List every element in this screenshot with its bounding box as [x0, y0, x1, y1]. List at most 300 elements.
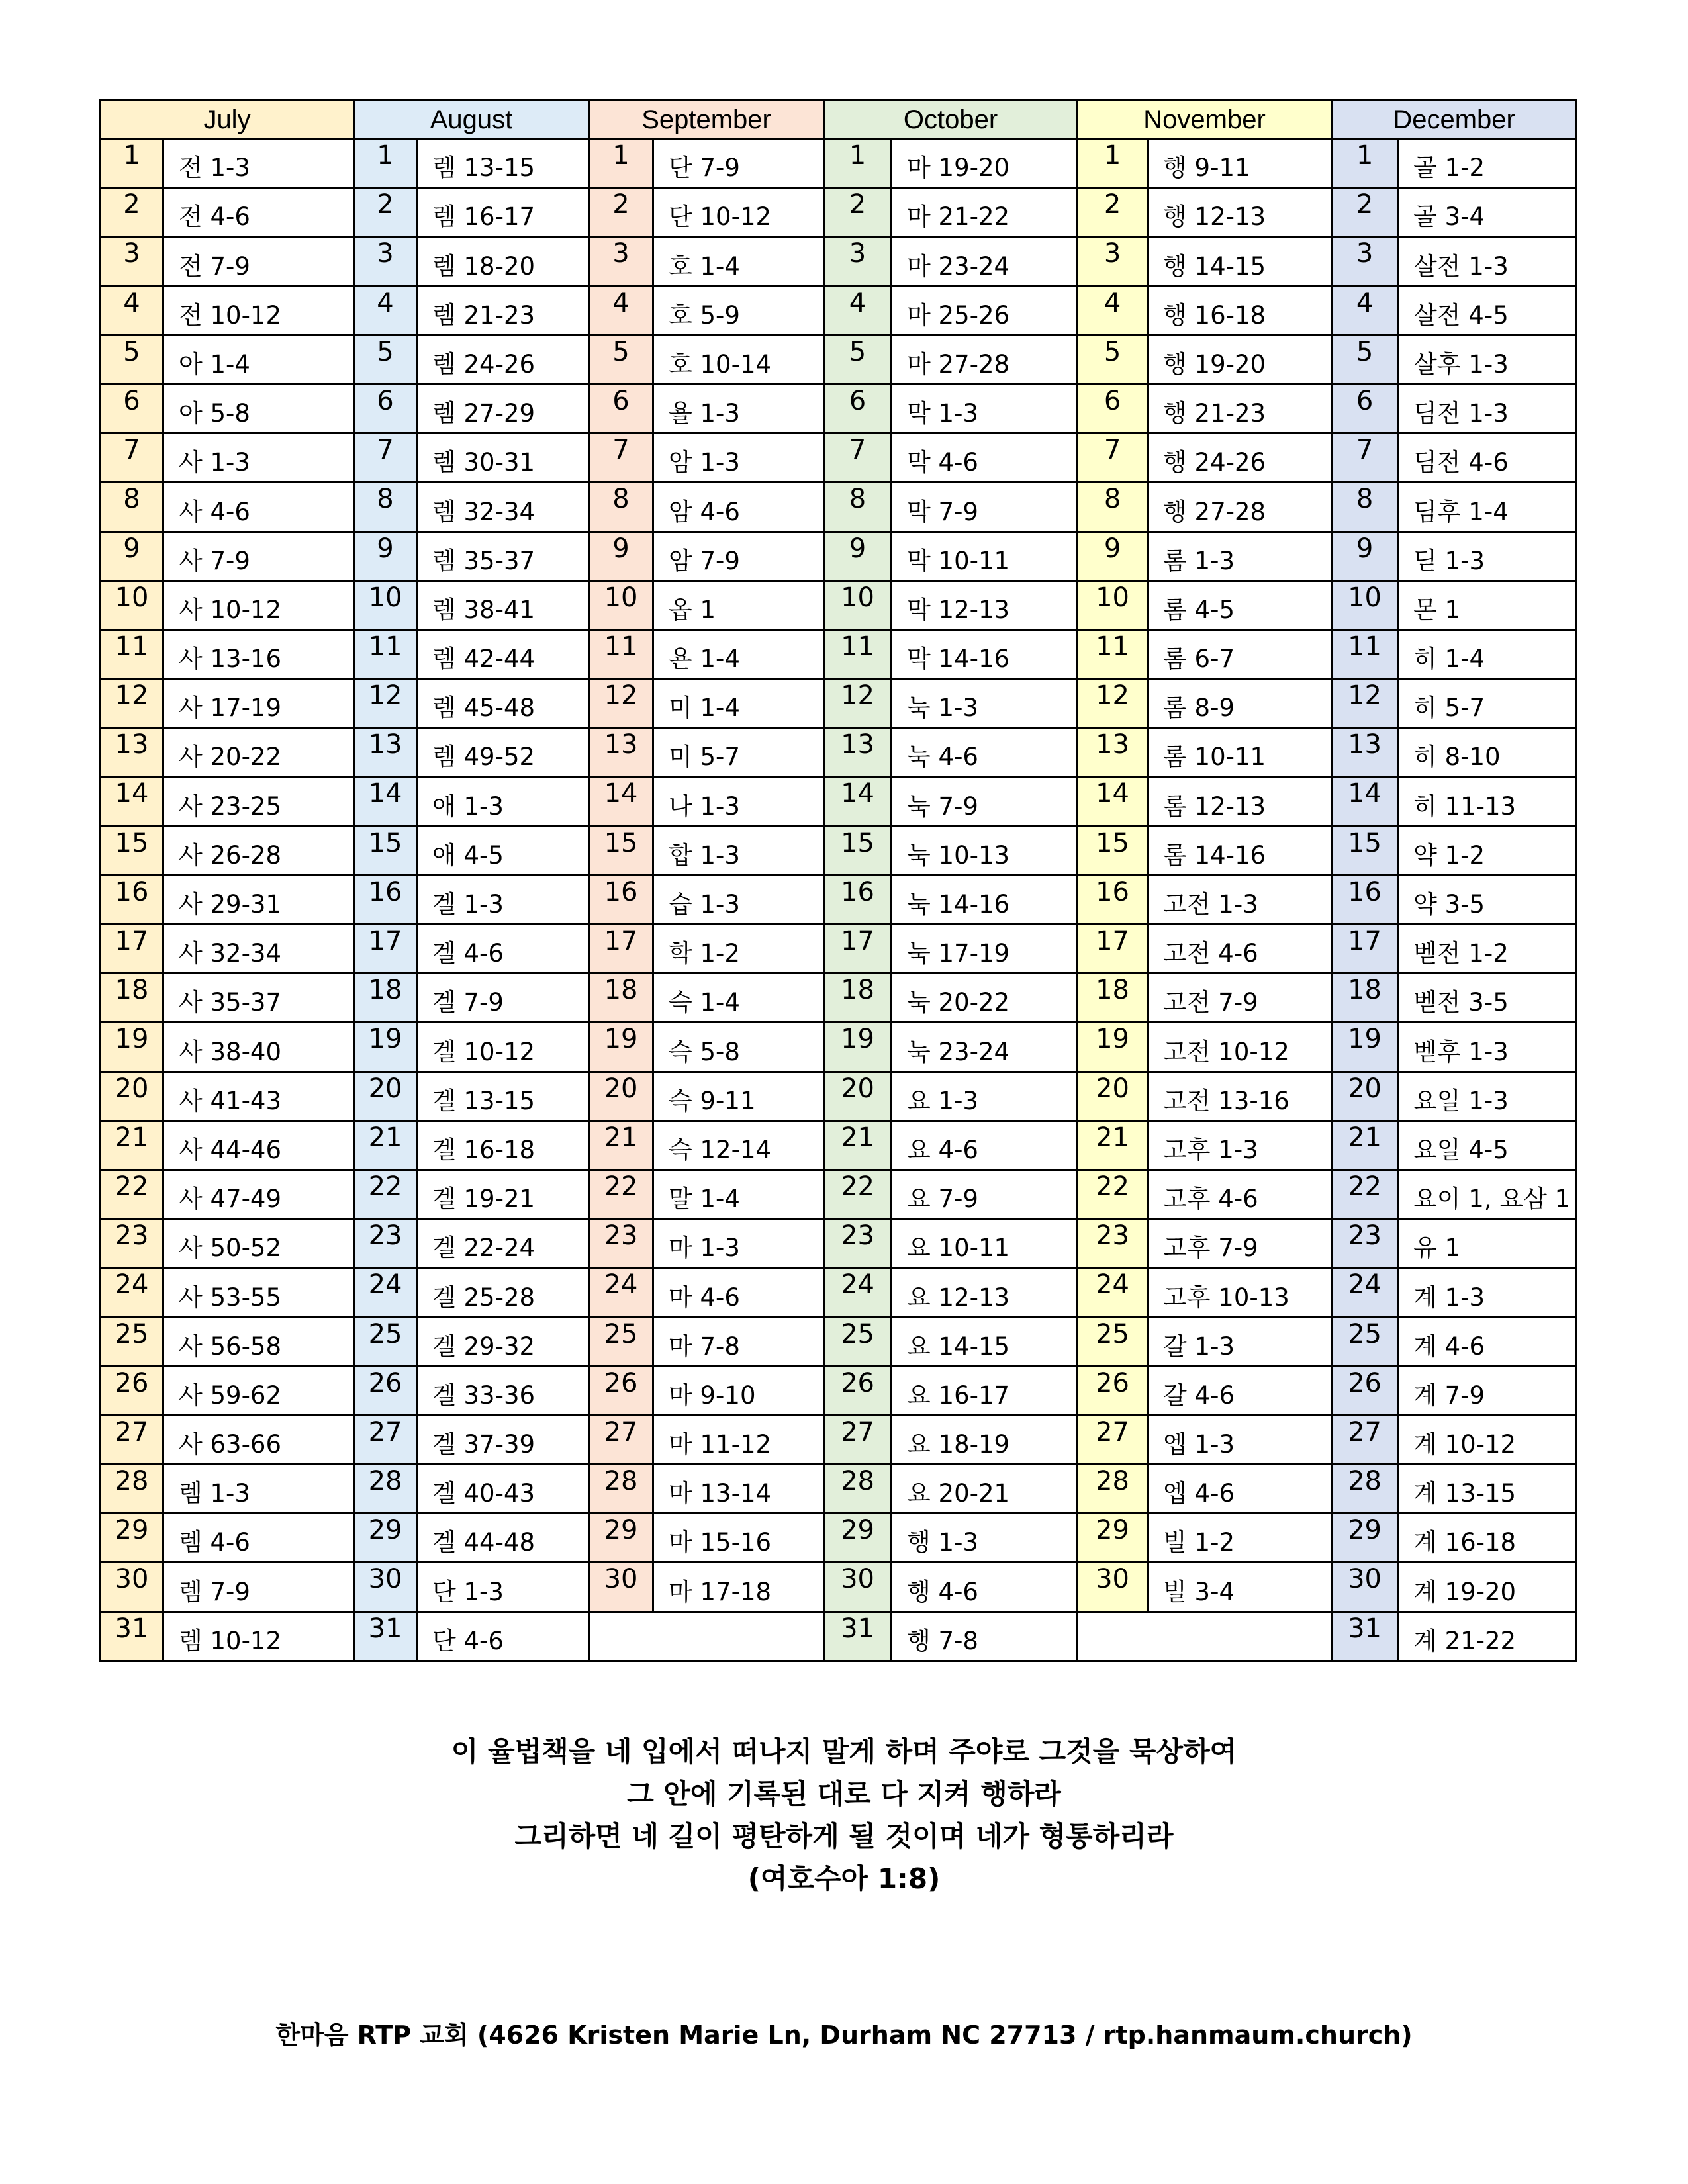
reading-cell: 애 1-3 [417, 777, 589, 826]
day-number: 22 [589, 1169, 653, 1218]
day-number: 1 [1078, 139, 1148, 188]
day-number: 18 [101, 974, 164, 1023]
day-number: 6 [589, 384, 653, 433]
reading-cell: 슥 1-4 [653, 974, 824, 1023]
day-number: 29 [354, 1514, 417, 1563]
day-number: 18 [1078, 974, 1148, 1023]
day-number: 3 [589, 237, 653, 286]
reading-cell: 사 35-37 [164, 974, 354, 1023]
day-number: 27 [824, 1415, 892, 1464]
reading-cell: 롬 6-7 [1148, 629, 1332, 678]
reading-cell: 렘 30-31 [417, 433, 589, 482]
day-number: 17 [589, 925, 653, 974]
day-number: 30 [354, 1563, 417, 1612]
reading-cell: 딤전 1-3 [1398, 384, 1577, 433]
reading-cell: 렘 27-29 [417, 384, 589, 433]
day-number: 1 [589, 139, 653, 188]
reading-cell: 살후 1-3 [1398, 335, 1577, 384]
reading-cell: 사 50-52 [164, 1219, 354, 1268]
reading-cell: 엡 4-6 [1148, 1465, 1332, 1514]
day-number: 13 [101, 728, 164, 777]
reading-cell: 사 56-58 [164, 1317, 354, 1366]
reading-cell: 롬 10-11 [1148, 728, 1332, 777]
day-number: 26 [101, 1366, 164, 1415]
reading-cell: 렘 1-3 [164, 1465, 354, 1514]
reading-cell: 요일 4-5 [1398, 1120, 1577, 1169]
reading-cell: 사 20-22 [164, 728, 354, 777]
day-row [101, 1465, 1577, 1514]
reading-cell: 마 9-10 [653, 1366, 824, 1415]
day-number: 27 [1332, 1415, 1398, 1464]
day-row [101, 580, 1577, 629]
reading-cell: 행 9-11 [1148, 139, 1332, 188]
reading-cell: 아 1-4 [164, 335, 354, 384]
reading-cell: 고전 4-6 [1148, 925, 1332, 974]
day-number: 29 [589, 1514, 653, 1563]
month-header-august: August [354, 101, 589, 139]
reading-cell: 고후 4-6 [1148, 1169, 1332, 1218]
day-row [101, 1317, 1577, 1366]
verse-line: 그리하면 네 길이 평탄하게 될 것이며 네가 형통하리라 [514, 1820, 1174, 1852]
day-number: 28 [1332, 1465, 1398, 1514]
day-number: 8 [354, 482, 417, 531]
day-number: 21 [101, 1120, 164, 1169]
reading-cell: 호 1-4 [653, 237, 824, 286]
day-number: 15 [589, 826, 653, 875]
day-number: 17 [1078, 925, 1148, 974]
day-number: 18 [824, 974, 892, 1023]
reading-cell: 겔 22-24 [417, 1219, 589, 1268]
reading-cell: 막 14-16 [892, 629, 1078, 678]
day-number: 20 [1332, 1071, 1398, 1120]
month-header-july: July [101, 101, 354, 139]
day-number: 24 [589, 1268, 653, 1317]
month-header-november: November [1078, 101, 1332, 139]
day-number: 14 [1078, 777, 1148, 826]
day-number: 2 [589, 188, 653, 237]
day-number: 17 [101, 925, 164, 974]
reading-cell: 겔 1-3 [417, 875, 589, 924]
day-number: 13 [1332, 728, 1398, 777]
reading-cell: 단 1-3 [417, 1563, 589, 1612]
day-number: 8 [824, 482, 892, 531]
reading-cell: 요이 1, 요삼 1 [1398, 1169, 1577, 1218]
reading-cell: 사 32-34 [164, 925, 354, 974]
reading-cell: 계 19-20 [1398, 1563, 1577, 1612]
reading-cell: 롬 1-3 [1148, 531, 1332, 580]
reading-cell: 살전 1-3 [1398, 237, 1577, 286]
reading-cell: 렘 38-41 [417, 580, 589, 629]
day-number: 9 [354, 531, 417, 580]
reading-cell: 막 7-9 [892, 482, 1078, 531]
reading-cell: 요 4-6 [892, 1120, 1078, 1169]
reading-cell: 사 41-43 [164, 1071, 354, 1120]
day-number: 21 [589, 1120, 653, 1169]
day-number: 5 [1078, 335, 1148, 384]
day-number: 29 [1332, 1514, 1398, 1563]
day-number: 3 [354, 237, 417, 286]
reading-cell: 말 1-4 [653, 1169, 824, 1218]
reading-cell: 약 3-5 [1398, 875, 1577, 924]
day-row [101, 974, 1577, 1023]
verse-line: 이 율법책을 네 입에서 떠나지 말게 하며 주야로 그것을 묵상하여 [451, 1735, 1237, 1768]
day-number: 25 [1078, 1317, 1148, 1366]
day-number: 30 [1332, 1563, 1398, 1612]
day-number: 29 [101, 1514, 164, 1563]
reading-cell: 겔 37-39 [417, 1415, 589, 1464]
day-number: 2 [354, 188, 417, 237]
reading-cell: 히 1-4 [1398, 629, 1577, 678]
day-number: 25 [589, 1317, 653, 1366]
reading-cell: 눅 23-24 [892, 1023, 1078, 1071]
reading-cell: 전 10-12 [164, 286, 354, 335]
day-number: 30 [101, 1563, 164, 1612]
reading-cell: 고전 13-16 [1148, 1071, 1332, 1120]
day-number: 22 [1078, 1169, 1148, 1218]
reading-cell: 요 20-21 [892, 1465, 1078, 1514]
day-number: 23 [101, 1219, 164, 1268]
reading-cell: 히 11-13 [1398, 777, 1577, 826]
reading-cell: 골 3-4 [1398, 188, 1577, 237]
reading-cell: 단 7-9 [653, 139, 824, 188]
scripture-verse [0, 1731, 1688, 1900]
reading-cell: 사 47-49 [164, 1169, 354, 1218]
day-number: 25 [1332, 1317, 1398, 1366]
day-number: 2 [1078, 188, 1148, 237]
reading-cell: 전 4-6 [164, 188, 354, 237]
reading-cell: 사 7-9 [164, 531, 354, 580]
reading-cell: 행 12-13 [1148, 188, 1332, 237]
day-number: 30 [1078, 1563, 1148, 1612]
day-number: 10 [1332, 580, 1398, 629]
day-number: 15 [1332, 826, 1398, 875]
reading-cell: 행 7-8 [892, 1612, 1078, 1661]
day-row [101, 629, 1577, 678]
reading-cell: 마 13-14 [653, 1465, 824, 1514]
day-number: 23 [354, 1219, 417, 1268]
reading-cell: 욘 1-4 [653, 629, 824, 678]
reading-cell: 고전 7-9 [1148, 974, 1332, 1023]
day-number: 13 [1078, 728, 1148, 777]
day-number: 6 [1078, 384, 1148, 433]
day-number: 3 [1332, 237, 1398, 286]
reading-cell: 렘 45-48 [417, 679, 589, 728]
reading-cell: 호 10-14 [653, 335, 824, 384]
reading-cell: 행 19-20 [1148, 335, 1332, 384]
day-number: 30 [589, 1563, 653, 1612]
reading-cell: 사 26-28 [164, 826, 354, 875]
day-number: 5 [1332, 335, 1398, 384]
day-number: 1 [101, 139, 164, 188]
day-number: 11 [589, 629, 653, 678]
reading-cell: 벧전 1-2 [1398, 925, 1577, 974]
reading-cell: 겔 44-48 [417, 1514, 589, 1563]
day-number: 27 [1078, 1415, 1148, 1464]
day-number: 21 [354, 1120, 417, 1169]
reading-cell: 요일 1-3 [1398, 1071, 1577, 1120]
reading-cell: 마 19-20 [892, 139, 1078, 188]
reading-cell: 사 53-55 [164, 1268, 354, 1317]
day-number: 5 [589, 335, 653, 384]
day-row [101, 1169, 1577, 1218]
day-number: 22 [1332, 1169, 1398, 1218]
reading-cell: 막 10-11 [892, 531, 1078, 580]
day-number: 25 [824, 1317, 892, 1366]
reading-cell: 마 1-3 [653, 1219, 824, 1268]
day-row [101, 433, 1577, 482]
day-row [101, 335, 1577, 384]
day-row [101, 188, 1577, 237]
reading-cell: 렘 49-52 [417, 728, 589, 777]
day-number: 17 [1332, 925, 1398, 974]
reading-cell: 약 1-2 [1398, 826, 1577, 875]
day-number: 24 [354, 1268, 417, 1317]
reading-cell: 마 23-24 [892, 237, 1078, 286]
reading-cell: 히 5-7 [1398, 679, 1577, 728]
day-number: 24 [101, 1268, 164, 1317]
reading-cell: 딛 1-3 [1398, 531, 1577, 580]
reading-cell: 마 4-6 [653, 1268, 824, 1317]
reading-cell: 아 5-8 [164, 384, 354, 433]
day-number: 2 [1332, 188, 1398, 237]
reading-cell: 사 38-40 [164, 1023, 354, 1071]
reading-cell: 고후 1-3 [1148, 1120, 1332, 1169]
reading-cell: 요 12-13 [892, 1268, 1078, 1317]
day-number: 3 [101, 237, 164, 286]
day-number: 10 [354, 580, 417, 629]
day-number: 4 [589, 286, 653, 335]
day-number: 23 [1078, 1219, 1148, 1268]
day-number: 28 [1078, 1465, 1148, 1514]
day-number: 15 [824, 826, 892, 875]
day-number: 8 [101, 482, 164, 531]
day-number: 14 [589, 777, 653, 826]
reading-cell: 욜 1-3 [653, 384, 824, 433]
reading-cell: 눅 4-6 [892, 728, 1078, 777]
reading-cell: 사 4-6 [164, 482, 354, 531]
day-row [101, 1563, 1577, 1612]
reading-cell: 렘 35-37 [417, 531, 589, 580]
day-number: 12 [101, 679, 164, 728]
reading-cell: 계 21-22 [1398, 1612, 1577, 1661]
day-number: 12 [589, 679, 653, 728]
day-number: 9 [589, 531, 653, 580]
day-number: 18 [1332, 974, 1398, 1023]
month-header-september: September [589, 101, 824, 139]
day-number: 12 [1332, 679, 1398, 728]
day-number: 18 [589, 974, 653, 1023]
day-row [101, 1071, 1577, 1120]
reading-cell: 나 1-3 [653, 777, 824, 826]
reading-cell: 막 4-6 [892, 433, 1078, 482]
reading-cell: 사 29-31 [164, 875, 354, 924]
verse-line: 그 안에 기록된 대로 다 지켜 행하라 [627, 1778, 1061, 1810]
day-number: 12 [824, 679, 892, 728]
reading-cell: 마 17-18 [653, 1563, 824, 1612]
reading-cell: 행 16-18 [1148, 286, 1332, 335]
day-number: 17 [354, 925, 417, 974]
day-number: 16 [354, 875, 417, 924]
month-header-october: October [824, 101, 1078, 139]
reading-cell: 행 27-28 [1148, 482, 1332, 531]
day-number: 4 [1332, 286, 1398, 335]
reading-cell: 빌 3-4 [1148, 1563, 1332, 1612]
reading-cell: 암 7-9 [653, 531, 824, 580]
reading-cell: 렘 13-15 [417, 139, 589, 188]
day-number: 1 [354, 139, 417, 188]
day-number: 7 [824, 433, 892, 482]
reading-cell: 딤전 4-6 [1398, 433, 1577, 482]
day-number: 6 [101, 384, 164, 433]
day-number: 9 [824, 531, 892, 580]
reading-cell: 사 17-19 [164, 679, 354, 728]
reading-cell: 사 10-12 [164, 580, 354, 629]
reading-cell: 마 7-8 [653, 1317, 824, 1366]
day-number: 16 [1078, 875, 1148, 924]
reading-cell: 눅 20-22 [892, 974, 1078, 1023]
reading-cell: 눅 17-19 [892, 925, 1078, 974]
day-number: 20 [101, 1071, 164, 1120]
day-number: 19 [101, 1023, 164, 1071]
reading-cell: 단 10-12 [653, 188, 824, 237]
reading-cell: 고후 7-9 [1148, 1219, 1332, 1268]
reading-cell: 요 10-11 [892, 1219, 1078, 1268]
reading-cell: 사 59-62 [164, 1366, 354, 1415]
reading-cell: 암 4-6 [653, 482, 824, 531]
reading-cell: 요 18-19 [892, 1415, 1078, 1464]
day-number: 21 [824, 1120, 892, 1169]
reading-cell: 행 4-6 [892, 1563, 1078, 1612]
reading-cell: 렘 21-23 [417, 286, 589, 335]
day-row [101, 1023, 1577, 1071]
day-number: 13 [354, 728, 417, 777]
reading-cell: 요 7-9 [892, 1169, 1078, 1218]
day-number: 8 [1332, 482, 1398, 531]
reading-cell: 미 1-4 [653, 679, 824, 728]
day-number: 11 [354, 629, 417, 678]
day-number: 19 [1332, 1023, 1398, 1071]
reading-cell: 미 5-7 [653, 728, 824, 777]
reading-cell: 사 23-25 [164, 777, 354, 826]
day-number: 17 [824, 925, 892, 974]
reading-cell: 롬 8-9 [1148, 679, 1332, 728]
day-number: 13 [824, 728, 892, 777]
day-row [101, 1120, 1577, 1169]
reading-cell: 렘 10-12 [164, 1612, 354, 1661]
day-row [101, 482, 1577, 531]
reading-cell: 골 1-2 [1398, 139, 1577, 188]
reading-plan-body [101, 139, 1577, 1661]
day-number: 22 [824, 1169, 892, 1218]
reading-cell: 겔 16-18 [417, 1120, 589, 1169]
reading-cell: 겔 10-12 [417, 1023, 589, 1071]
day-row [101, 1366, 1577, 1415]
day-row [101, 875, 1577, 924]
reading-cell: 겔 19-21 [417, 1169, 589, 1218]
day-number: 16 [589, 875, 653, 924]
day-row [101, 728, 1577, 777]
reading-cell: 겔 40-43 [417, 1465, 589, 1514]
day-number: 28 [101, 1465, 164, 1514]
reading-cell: 계 13-15 [1398, 1465, 1577, 1514]
day-number: 20 [1078, 1071, 1148, 1120]
reading-cell: 학 1-2 [653, 925, 824, 974]
day-number: 1 [824, 139, 892, 188]
day-number: 8 [1078, 482, 1148, 531]
day-row [101, 139, 1577, 188]
day-row [101, 777, 1577, 826]
day-number: 26 [1078, 1366, 1148, 1415]
day-number: 14 [1332, 777, 1398, 826]
day-number: 27 [589, 1415, 653, 1464]
reading-cell: 단 4-6 [417, 1612, 589, 1661]
day-number: 23 [824, 1219, 892, 1268]
day-row [101, 384, 1577, 433]
day-number: 9 [1078, 531, 1148, 580]
month-header-row [101, 101, 1577, 139]
reading-cell: 요 16-17 [892, 1366, 1078, 1415]
reading-cell: 요 1-3 [892, 1071, 1078, 1120]
day-number: 23 [1332, 1219, 1398, 1268]
reading-cell: 렘 4-6 [164, 1514, 354, 1563]
day-number: 5 [824, 335, 892, 384]
reading-cell: 계 1-3 [1398, 1268, 1577, 1317]
reading-cell: 고후 10-13 [1148, 1268, 1332, 1317]
reading-cell: 계 7-9 [1398, 1366, 1577, 1415]
reading-cell: 엡 1-3 [1148, 1415, 1332, 1464]
day-number: 27 [354, 1415, 417, 1464]
day-row [101, 531, 1577, 580]
reading-cell: 갈 1-3 [1148, 1317, 1332, 1366]
day-number: 14 [101, 777, 164, 826]
reading-cell: 사 63-66 [164, 1415, 354, 1464]
reading-cell: 벧후 1-3 [1398, 1023, 1577, 1071]
reading-cell: 마 21-22 [892, 188, 1078, 237]
day-row [101, 679, 1577, 728]
day-row [101, 1612, 1577, 1661]
day-number: 2 [101, 188, 164, 237]
day-number: 14 [824, 777, 892, 826]
reading-cell: 사 13-16 [164, 629, 354, 678]
day-row [101, 237, 1577, 286]
reading-cell: 롬 14-16 [1148, 826, 1332, 875]
reading-cell: 슥 9-11 [653, 1071, 824, 1120]
reading-cell: 막 12-13 [892, 580, 1078, 629]
month-header-december: December [1332, 101, 1577, 139]
reading-cell: 고전 10-12 [1148, 1023, 1332, 1071]
reading-cell: 슥 12-14 [653, 1120, 824, 1169]
day-number: 3 [1078, 237, 1148, 286]
day-row [101, 286, 1577, 335]
reading-cell: 계 16-18 [1398, 1514, 1577, 1563]
reading-cell: 계 10-12 [1398, 1415, 1577, 1464]
reading-cell: 롬 12-13 [1148, 777, 1332, 826]
day-number: 7 [1332, 433, 1398, 482]
day-number: 28 [824, 1465, 892, 1514]
reading-cell: 습 1-3 [653, 875, 824, 924]
day-number: 21 [1078, 1120, 1148, 1169]
reading-cell: 마 25-26 [892, 286, 1078, 335]
day-number: 6 [824, 384, 892, 433]
reading-cell: 렘 7-9 [164, 1563, 354, 1612]
reading-cell: 빌 1-2 [1148, 1514, 1332, 1563]
day-number: 19 [1078, 1023, 1148, 1071]
empty-day-cell [1078, 1612, 1332, 1661]
reading-cell: 행 21-23 [1148, 384, 1332, 433]
day-number: 25 [354, 1317, 417, 1366]
reading-cell: 전 7-9 [164, 237, 354, 286]
day-number: 3 [824, 237, 892, 286]
